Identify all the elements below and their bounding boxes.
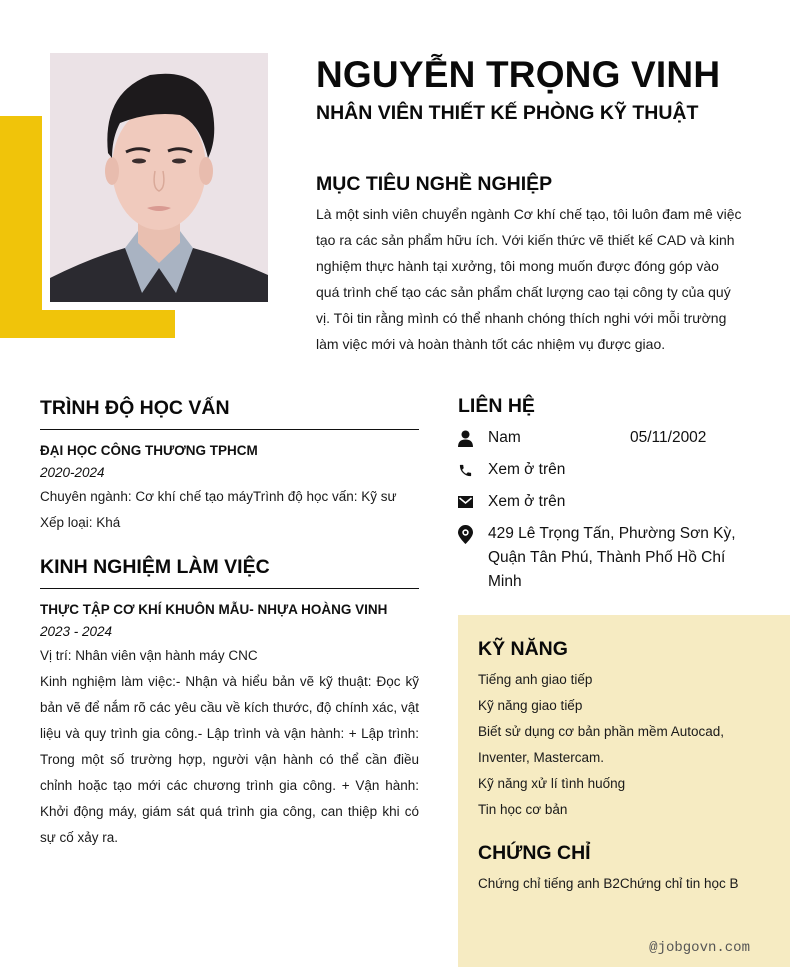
experience-position: Vị trí: Nhân viên vận hành máy CNC bbox=[40, 648, 258, 663]
experience-heading: KINH NGHIỆM LÀM VIỆC bbox=[40, 556, 270, 578]
school-name: ĐẠI HỌC CÔNG THƯƠNG TPHCM bbox=[40, 443, 258, 458]
objective-text: Là một sinh viên chuyển ngành Cơ khí chế tạo, tôi luôn đam mê việc tạo ra các sản phẩm hữu ích. Với kiến thức vẽ thiết kế CAD và kinh nghiệm thực hành tại xưởng, tôi mong muốn được đóng góp vào quá trình chế tạo các sản phẩm chất lượng cao tại công ty của quý vị. Tôi tin rằng mình có thể nhanh chóng thích nghi với mỗi trường làm việc mới và hoàn thành tốt các nhiệm vụ được giao. bbox=[316, 206, 742, 352]
education-grade: Xếp loại: Khá bbox=[40, 515, 121, 530]
phone-value: Xem ở trên bbox=[488, 461, 566, 478]
date-of-birth: 05/11/2002 bbox=[630, 429, 707, 446]
portrait-illustration bbox=[50, 53, 268, 302]
education-section bbox=[40, 396, 419, 536]
career-objective-section bbox=[316, 172, 746, 357]
skill-item: Kỹ năng xử lí tình huống bbox=[478, 776, 626, 791]
certificates-text: Chứng chỉ tiếng anh B2Chứng chỉ tin học B bbox=[478, 876, 739, 891]
profile-photo bbox=[50, 53, 268, 302]
address-value: 429 Lê Trọng Tấn, Phường Sơn Kỳ, Quận Tân Phú, Thành Phố Hồ Chí Minh bbox=[488, 525, 736, 590]
email-value: Xem ở trên bbox=[488, 493, 566, 510]
decorative-yellow-bar-bottom bbox=[0, 310, 175, 338]
company-name: THỰC TẬP CƠ KHÍ KHUÔN MẪU- NHỰA HOÀNG VINH bbox=[40, 602, 388, 617]
certificates-heading: CHỨNG CHỈ bbox=[478, 842, 591, 864]
watermark: @jobgovn.com bbox=[649, 940, 750, 956]
objective-heading: MỤC TIÊU NGHỀ NGHIỆP bbox=[316, 173, 553, 195]
experience-section bbox=[40, 555, 419, 851]
phone-icon bbox=[458, 458, 488, 482]
person-icon bbox=[458, 426, 488, 450]
map-pin-icon bbox=[458, 522, 488, 546]
experience-period: 2023 - 2024 bbox=[40, 624, 113, 639]
skill-item: Kỹ năng giao tiếp bbox=[478, 698, 583, 713]
candidate-name: NGUYỄN TRỌNG VINH bbox=[316, 54, 721, 95]
experience-description: Kinh nghiệm làm việc:- Nhận và hiểu bản vẽ kỹ thuật: Đọc kỹ bản vẽ để nắm rõ các yêu cầu về kích thước, độ chính xác, vật liệu và quy trình gia công.- Lập trình và vận hành: + Lập trình: Trong một số trường hợp, người vận hành có thể cần điều chỉnh hoặc tạo mới các chương trình gia công. + Vận hành: Khởi động máy, giám sát quá trình gia công, can thiệp khi có sự cố xảy ra. bbox=[40, 674, 419, 845]
education-heading: TRÌNH ĐỘ HỌC VẤN bbox=[40, 397, 230, 419]
education-major: Chuyên ngành: Cơ khí chế tạo máyTrình độ học vấn: Kỹ sư bbox=[40, 489, 397, 504]
candidate-title: NHÂN VIÊN THIẾT KẾ PHÒNG KỸ THUẬT bbox=[316, 102, 699, 124]
section-divider bbox=[40, 588, 419, 589]
contact-section bbox=[458, 394, 758, 594]
skill-item: Tiếng anh giao tiếp bbox=[478, 672, 593, 687]
decorative-yellow-bar-left bbox=[0, 116, 42, 338]
skills-certificates-panel bbox=[458, 615, 790, 967]
contact-heading: LIÊN HỆ bbox=[458, 395, 535, 417]
gender-value: Nam bbox=[488, 429, 521, 446]
skill-item: Tin học cơ bản bbox=[478, 802, 568, 817]
education-period: 2020-2024 bbox=[40, 465, 105, 480]
contact-row-email bbox=[458, 490, 758, 514]
profile-header bbox=[316, 54, 776, 125]
skill-item: Biết sử dụng cơ bản phần mềm Autocad, Inventer, Mastercam. bbox=[478, 724, 725, 765]
skills-heading: KỸ NĂNG bbox=[478, 638, 568, 660]
contact-row-phone bbox=[458, 458, 758, 482]
mail-icon bbox=[458, 490, 488, 514]
section-divider bbox=[40, 429, 419, 430]
contact-row-address bbox=[458, 522, 758, 594]
contact-row-gender bbox=[458, 426, 758, 450]
